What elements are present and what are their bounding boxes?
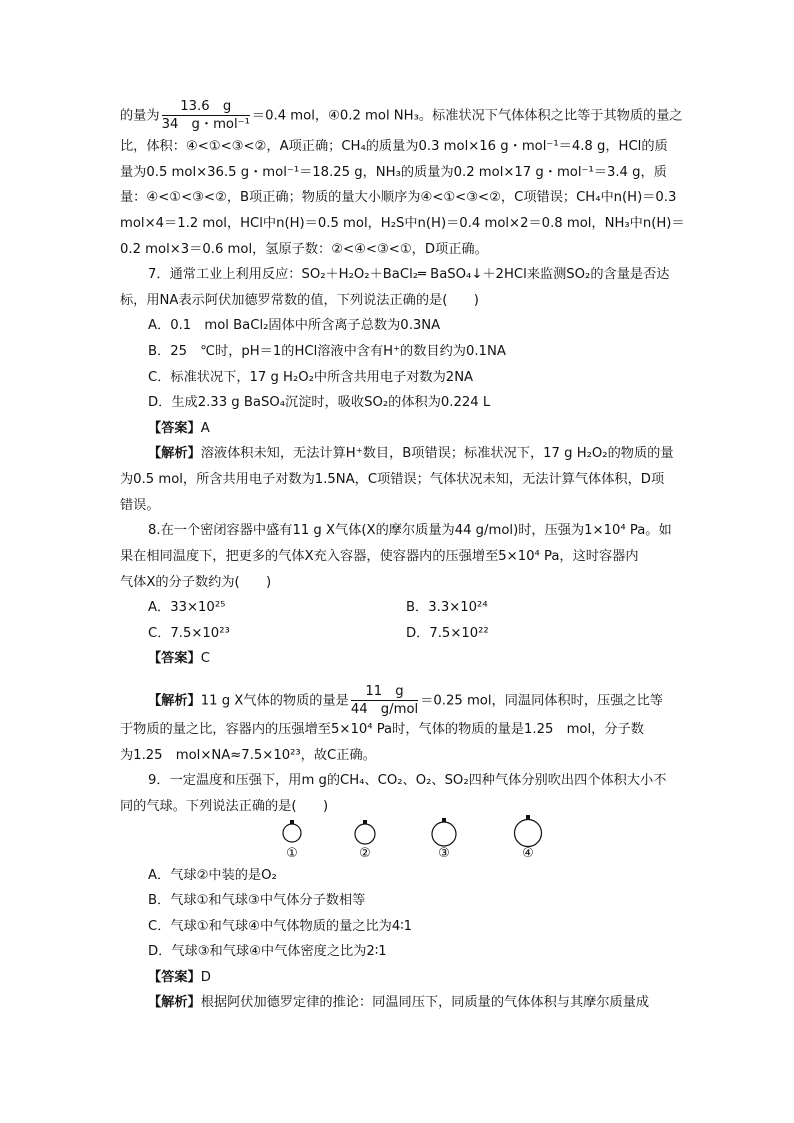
fraction-denominator: 44 g/mol (350, 702, 419, 717)
balloon-label: ③ (438, 846, 450, 861)
question-8-stem: 气体X的分子数约为( ) (120, 575, 272, 590)
analysis-tag: 【解析】 (148, 446, 201, 461)
analysis-line: 错误。 (120, 498, 160, 513)
answer-tag: 【答案】 (148, 651, 201, 666)
answer-value: D (200, 970, 211, 985)
question-9-stem: 9．一定温度和压强下，用m g的CH₄、CO₂、O₂、SO₂四种气体分别吹出四个体积大小不 (148, 773, 667, 788)
balloon-4-icon (508, 813, 548, 849)
text-line: 0.2 mol×3＝0.6 mol，氢原子数：②<④<③<①，D项正确。 (120, 242, 488, 257)
question-8-stem: 8.在一个密闭容器中盛有11 g X气体(X的摩尔质量为44 g/mol)时，压强为1×10⁴ Pa。如 (148, 523, 672, 538)
option-d: D．生成2.33 g BaSO₄沉淀时，吸收SO₂的体积为0.224 L (148, 395, 491, 410)
option-a: A．33×10²⁵ (148, 600, 226, 615)
option-a: A．气球②中装的是O₂ (148, 868, 277, 883)
analysis-text: 溶液体积未知，无法计算H⁺数目，B项错误；标准状况下，17 g H₂O₂的物质的量 (200, 446, 674, 461)
balloon-2-icon (349, 818, 381, 846)
option-c: C．标准状况下，17 g H₂O₂中所含共用电子对数为2NA (148, 370, 474, 385)
option-b: B．气球①和气球③中气体分子数相等 (148, 893, 366, 908)
text-line: 比，体积：④<①<③<②，A项正确；CH₄的质量为0.3 mol×16 g・mol⁻¹＝4.8 g，HCl的质 (120, 139, 668, 154)
option-d: D．气球③和气球④中气体密度之比为2∶1 (148, 944, 387, 959)
balloon-1-icon (276, 818, 308, 846)
answer-value: C (200, 651, 210, 666)
analysis-line: 于物质的量之比，容器内的压强增至5×10⁴ Pa时，气体的物质的量是1.25 mol，分子数 (120, 722, 644, 737)
balloon-label: ② (359, 846, 371, 861)
analysis-line: 为0.5 mol，所含共用电子对数为1.5NA，C项错误；气体状况未知，无法计算气体体积，D项 (120, 472, 665, 487)
text-line: mol×4＝1.2 mol，HCl中n(H)＝0.5 mol，H₂S中n(H)＝0.4 mol×2＝0.8 mol，NH₃中n(H)＝ (120, 216, 685, 231)
balloon-3-icon (426, 816, 462, 848)
question-7-stem: 标，用NA表示阿伏加德罗常数的值，下列说法正确的是( ) (120, 293, 479, 308)
text-line: 量：④<①<③<②，B项正确；物质的量大小顺序为④<①<③<②，C项错误；CH₄中n(H)＝0.3 (120, 190, 677, 205)
question-7-stem: 7．通常工业上利用反应：SO₂＋H₂O₂＋BaCl₂═ BaSO₄↓＋2HCl来监测SO₂的含量是否达 (148, 267, 670, 282)
answer-value: A (200, 421, 210, 436)
answer-line (148, 649, 210, 669)
option-b: B．3.3×10²⁴ (406, 600, 488, 615)
fraction-denominator: 34 g・mol⁻¹ (161, 117, 250, 132)
option-c: C．7.5×10²³ (148, 626, 230, 641)
analysis-tag: 【解析】 (148, 995, 201, 1010)
option-c: C．气球①和气球④中气体物质的量之比为4∶1 (148, 919, 413, 934)
analysis-line (148, 683, 663, 718)
balloon-label: ④ (522, 846, 534, 861)
answer-line (148, 419, 210, 439)
fraction (351, 683, 418, 718)
analysis-line: 为1.25 mol×NA≈7.5×10²³，故C正确。 (120, 748, 376, 763)
analysis-text: ＝0.25 mol，同温同体积时，压强之比等 (420, 693, 663, 709)
option-a: A．0.1 mol BaCl₂固体中所含离子总数为0.3NA (148, 318, 441, 333)
analysis-text: 11 g X气体的物质的量是 (200, 693, 349, 709)
option-d: D．7.5×10²² (406, 626, 489, 641)
text: ＝0.4 mol，④0.2 mol NH₃。标准状况下气体体积之比等于其物质的量之 (251, 108, 683, 124)
fraction-numerator: 13.6 g (162, 98, 250, 116)
text-line: 量为0.5 mol×36.5 g・mol⁻¹＝18.25 g，NH₃的质量为0.2 mol×17 g・mol⁻¹＝3.4 g，质 (120, 165, 667, 180)
answer-tag: 【答案】 (148, 970, 201, 985)
question-9-stem: 同的气球。下列说法正确的是( ) (120, 799, 329, 814)
text: 的量为 (120, 108, 160, 124)
option-b: B．25 ℃时，pH＝1的HCl溶液中含有H⁺的数目约为0.1NA (148, 344, 506, 359)
question-8-stem: 果在相同温度下，把更多的气体X充入容器，使容器内的压强增至5×10⁴ Pa，这时容器内 (120, 549, 639, 564)
analysis-tag: 【解析】 (148, 693, 201, 709)
fraction (162, 98, 250, 133)
analysis-line (148, 444, 674, 464)
analysis-text: 根据阿伏加德罗定律的推论：同温同压下，同质量的气体体积与其摩尔质量成 (200, 995, 650, 1010)
balloon-label: ① (286, 846, 298, 861)
answer-tag: 【答案】 (148, 421, 201, 436)
fraction-numerator: 11 g (351, 683, 418, 701)
answer-line (148, 968, 211, 988)
text-line (120, 98, 683, 133)
analysis-line (148, 993, 649, 1013)
